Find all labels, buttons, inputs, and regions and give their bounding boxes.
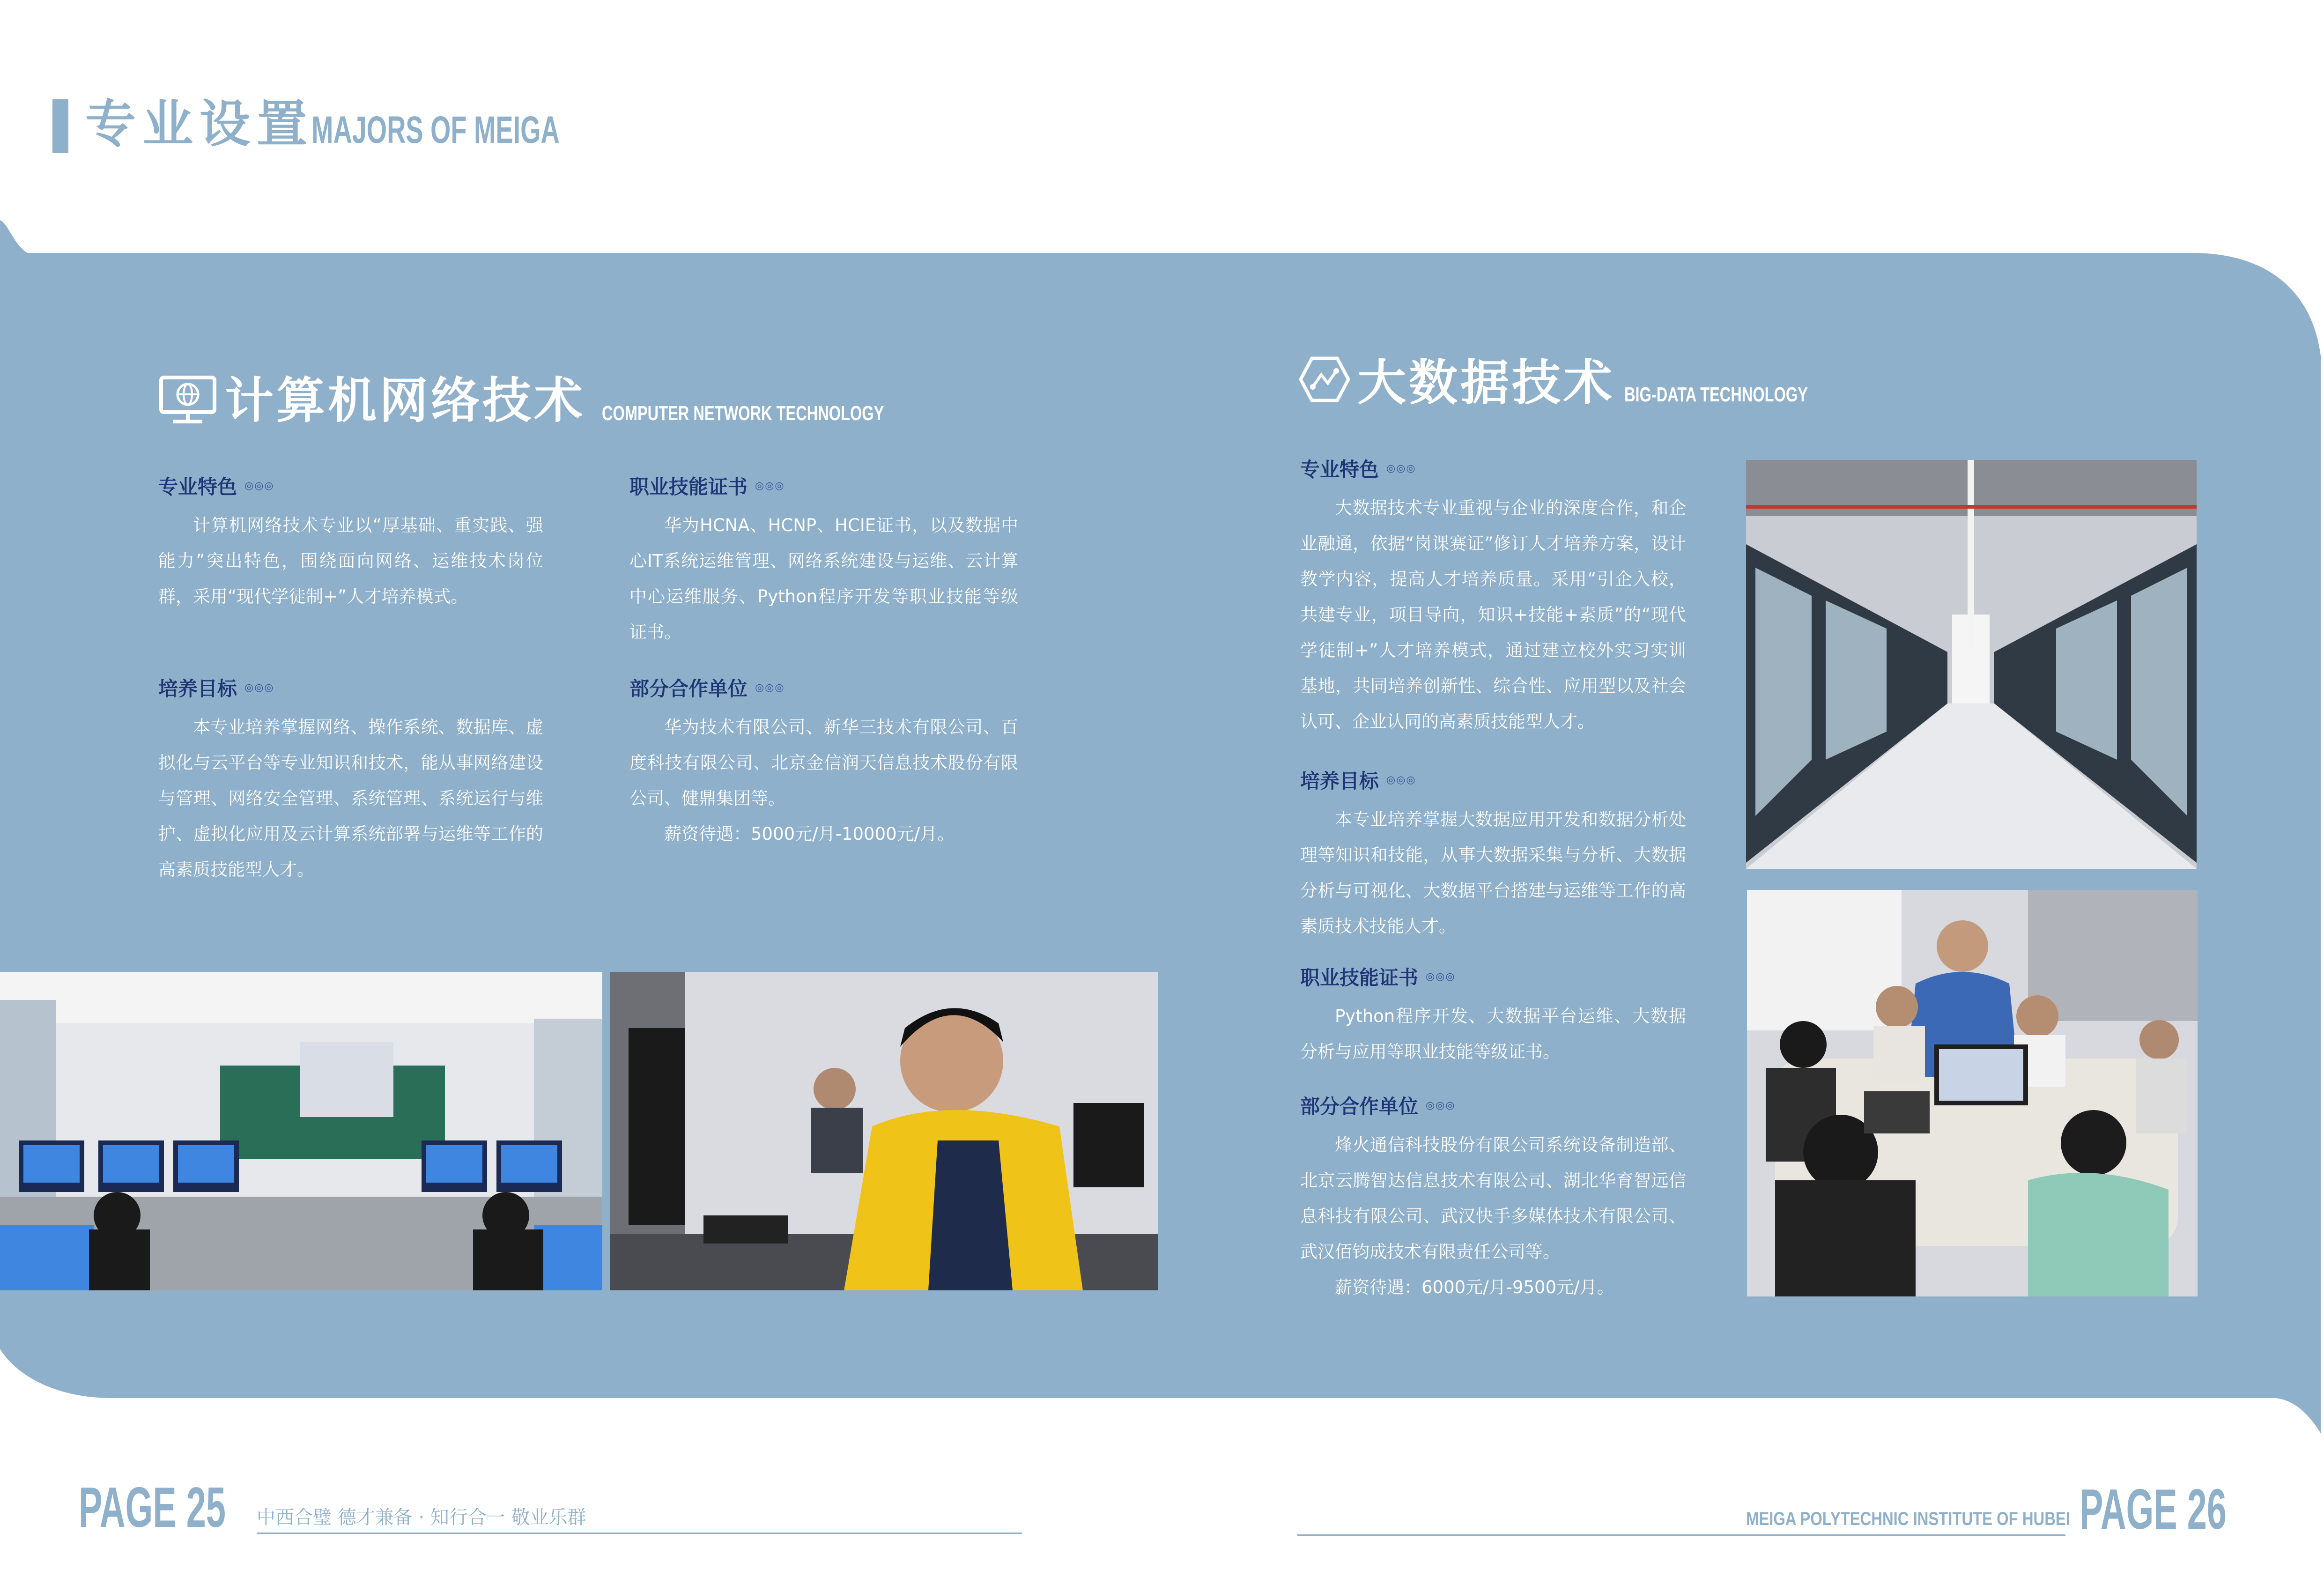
dots-decoration: ◎◎◎	[1386, 774, 1416, 786]
student-computer-photo	[610, 972, 1158, 1290]
page-number-left: PAGE 25	[79, 1475, 226, 1539]
section-title: 职业技能证书 ◎◎◎	[629, 474, 785, 502]
section-title: 部分合作单位 ◎◎◎	[1300, 1094, 1456, 1121]
corridor-photo	[1746, 460, 2197, 869]
page-title-en: MAJORS OF MEIGA	[311, 109, 560, 151]
classroom-photo	[0, 972, 602, 1290]
monitor-globe-icon	[158, 375, 217, 428]
footer-rule-left	[257, 1533, 1022, 1534]
section-body: 本专业培养掌握大数据应用开发和数据分析处理等知识和技能，从事大数据采集与分析、大数据分析与可视化、大数据平台搭建与运维等工作的高素质技术技能人才。	[1300, 809, 1686, 936]
page-title-cn: 专业设置	[85, 95, 314, 154]
major-title-cn: 计算机网络技术	[225, 372, 586, 429]
section-title: 职业技能证书 ◎◎◎	[1300, 965, 1456, 992]
section-body: 华为HCNA、HCNP、HCIE证书，以及数据中心IT系统运维管理、网络系统建设与运维、云计算中心运维服务、Python程序开发等职业技能等级证书。	[629, 515, 1018, 642]
section-body: 大数据技术专业重视与企业的深度合作，和企业融通，依据“岗课赛证”修订人才培养方案，设计教学内容，提高人才培养质量。采用“引企入校，共建专业，项目导向，知识+技能+素质”的“现代学徒制+”人才培养模式，通过建立校外实习实训基地，共同培养创新性、综合性、应用型以及社会认可、企业认同的高素质技能型人才。	[1300, 498, 1686, 732]
section-title: 部分合作单位 ◎◎◎	[629, 676, 785, 703]
major-title-cn: 大数据技术	[1357, 354, 1615, 411]
major-title-en: BIG-DATA TECHNOLOGY	[1624, 383, 1808, 406]
section-title: 专业特色 ◎◎◎	[158, 474, 274, 502]
dots-decoration: ◎◎◎	[1426, 970, 1456, 983]
dots-decoration: ◎◎◎	[1426, 1099, 1456, 1111]
section-title: 专业特色 ◎◎◎	[1300, 457, 1416, 484]
salary-text: 薪资待遇：6000元/月-9500元/月。	[1335, 1277, 1614, 1297]
major-title-en: COMPUTER NETWORK TECHNOLOGY	[602, 402, 884, 425]
dots-decoration: ◎◎◎	[244, 681, 274, 694]
salary-text: 薪资待遇：5000元/月-10000元/月。	[664, 824, 955, 844]
footer-school-name: MEIGA POLYTECHNIC INSTITUTE OF HUBEI	[1746, 1509, 2070, 1529]
footer-rule-right	[1297, 1534, 2065, 1536]
page-number-right: PAGE 26	[2080, 1477, 2227, 1541]
footer-slogan: 中西合璧 德才兼备 · 知行合一 敬业乐群	[257, 1507, 586, 1528]
section-body: 华为技术有限公司、新华三技术有限公司、百度科技有限公司、北京金信润天信息技术股份有限公司、健鼎集团等。	[629, 717, 1018, 808]
dots-decoration: ◎◎◎	[244, 480, 274, 492]
hexagon-chart-icon	[1299, 356, 1350, 405]
dots-decoration: ◎◎◎	[1386, 462, 1416, 474]
section-body: Python程序开发、大数据平台运维、大数据分析与应用等职业技能等级证书。	[1300, 1006, 1686, 1062]
dots-decoration: ◎◎◎	[755, 681, 785, 694]
section-title: 培养目标 ◎◎◎	[158, 676, 274, 703]
section-title: 培养目标 ◎◎◎	[1300, 768, 1416, 796]
section-body: 本专业培养掌握网络、操作系统、数据库、虚拟化与云平台等专业知识和技术，能从事网络建设与管理、网络安全管理、系统管理、系统运行与维护、虚拟化应用及云计算系统部署与运维等工作的高素质技能型人才。	[158, 717, 543, 880]
group-study-photo	[1747, 890, 2198, 1296]
section-body: 烽火通信科技股份有限公司系统设备制造部、北京云腾智达信息技术有限公司、湖北华育智远信息科技有限公司、武汉快手多媒体技术有限公司、武汉佰钧成技术有限责任公司等。	[1300, 1135, 1686, 1262]
dots-decoration: ◎◎◎	[755, 480, 785, 492]
section-body: 计算机网络技术专业以“厚基础、重实践、强能力”突出特色，围绕面向网络、运维技术岗位群，采用“现代学徒制+”人才培养模式。	[158, 515, 543, 607]
